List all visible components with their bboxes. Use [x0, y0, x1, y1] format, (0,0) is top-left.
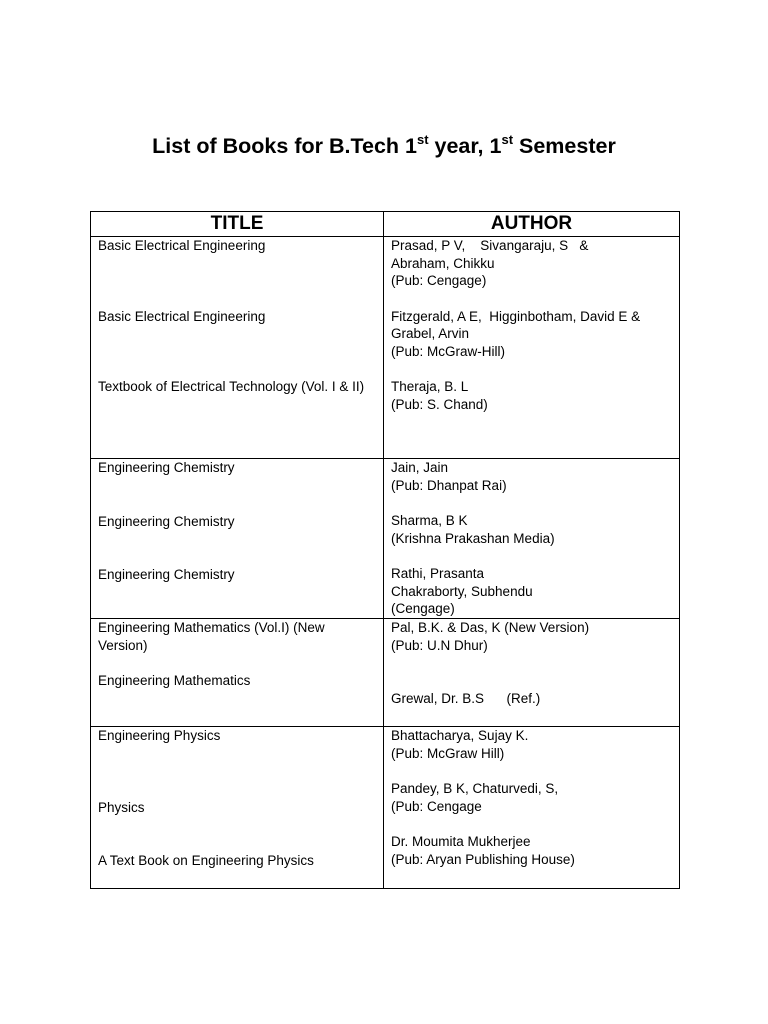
- author-line: Pandey, B K, Chaturvedi, S,: [391, 781, 559, 796]
- author-line: Sharma, B K: [391, 513, 468, 528]
- author-line: Chakraborty, Subhendu: [391, 583, 533, 599]
- author-line: Jain, Jain: [391, 460, 449, 475]
- author-column-header: AUTHOR: [384, 212, 680, 237]
- title-cell: [91, 459, 384, 619]
- author-line: Bhattacharya, Sujay K.: [391, 728, 529, 743]
- author-line: Grabel, Arvin: [391, 326, 470, 341]
- author-line: Theraja, B. L: [391, 379, 469, 394]
- table-row: [91, 619, 680, 727]
- author-line: Pal, B.K. & Das, K (New Version): [391, 620, 590, 635]
- superscript: st: [501, 132, 514, 147]
- author-line: (Krishna Prakashan Media): [391, 530, 555, 546]
- author-line: (Pub: Dhanpat Rai): [391, 477, 507, 493]
- author-line: (Pub: McGraw-Hill): [391, 343, 506, 359]
- author-line: (Cengage): [391, 601, 455, 616]
- title-cell: [91, 619, 384, 727]
- book-title: A Text Book on Engineering Physics: [98, 853, 314, 868]
- author-cell: [384, 459, 680, 619]
- page-title: List of Books for B.Tech 1st year, 1st Semester: [152, 132, 616, 158]
- author-line: (Pub: McGraw Hill): [391, 745, 505, 761]
- author-line: (Pub: Cengage: [391, 798, 482, 814]
- author-line: Dr. Moumita Mukherjee: [391, 834, 531, 849]
- table-row: [91, 237, 680, 459]
- table-row: [91, 459, 680, 619]
- author-line: (Pub: U.N Dhur): [391, 637, 488, 653]
- author-cell: [384, 619, 680, 727]
- author-cell: [384, 727, 680, 889]
- title-cell: [91, 727, 384, 889]
- author-line: (Pub: Cengage): [391, 273, 487, 288]
- book-title: Engineering Mathematics (Vol.I) (New Version): [98, 620, 325, 653]
- table-header-row: [91, 212, 680, 237]
- superscript: st: [416, 132, 429, 147]
- book-title: Engineering Mathematics: [98, 673, 251, 688]
- author-line: Abraham, Chikku: [391, 255, 495, 271]
- book-title: Basic Electrical Engineering: [98, 238, 266, 253]
- book-title: Engineering Physics: [98, 728, 221, 743]
- book-title: Engineering Chemistry: [98, 513, 235, 529]
- table-row: [91, 727, 680, 889]
- title-cell: [91, 237, 384, 459]
- book-title: Physics: [98, 799, 145, 815]
- author-line: Fitzgerald, A E, Higginbotham, David E &: [391, 308, 641, 324]
- book-title: Engineering Chemistry: [98, 567, 235, 582]
- book-title: Textbook of Electrical Technology (Vol. I & II): [98, 379, 365, 394]
- author-line: Grewal, Dr. B.S (Ref.): [391, 691, 541, 706]
- author-cell: [384, 237, 680, 459]
- title-column-header: TITLE: [91, 212, 384, 237]
- book-list-table: [90, 211, 680, 889]
- author-line: (Pub: S. Chand): [391, 396, 488, 412]
- book-title: Basic Electrical Engineering: [98, 308, 266, 324]
- book-title: Engineering Chemistry: [98, 460, 235, 475]
- author-line: Rathi, Prasanta: [391, 566, 485, 581]
- author-line: Prasad, P V, Sivangaraju, S &: [391, 238, 589, 253]
- author-line: (Pub: Aryan Publishing House): [391, 851, 575, 867]
